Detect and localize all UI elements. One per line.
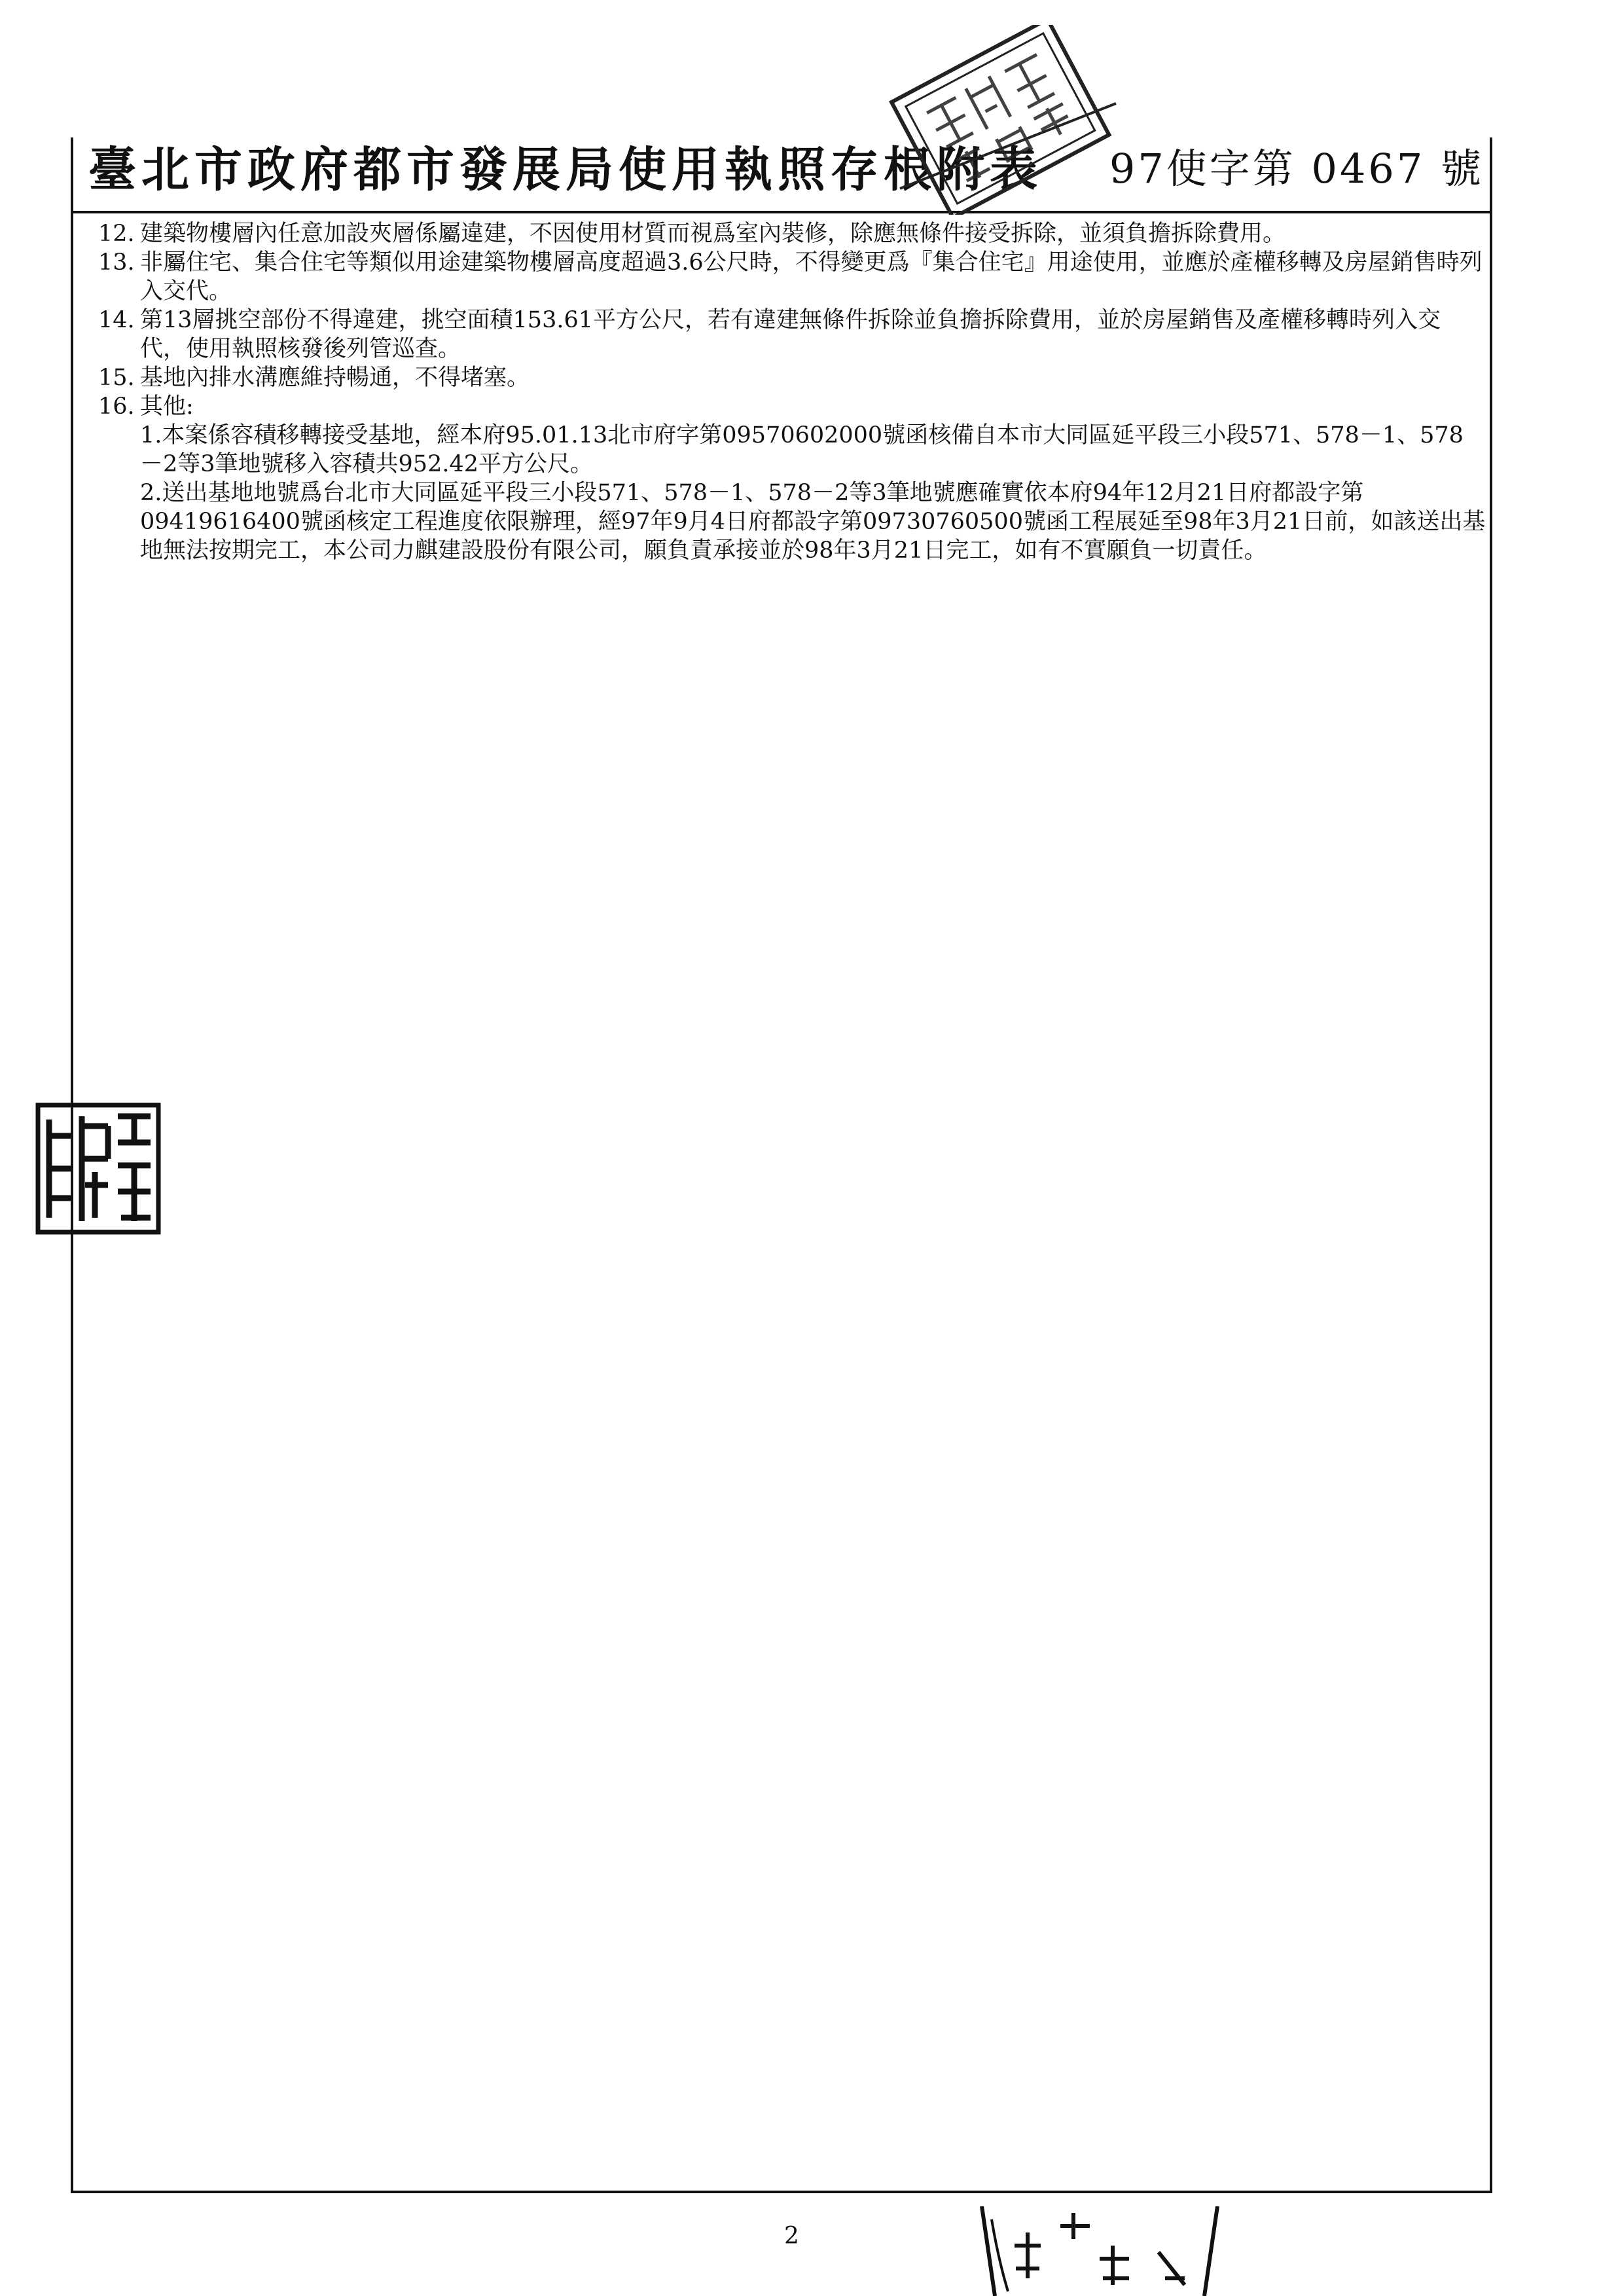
clause-number: 12.: [98, 221, 135, 247]
clause-text: 第13層挑空部份不得違建，挑空面積153.61平方公尺，若有違建無條件拆除並負擔拆除費用，並於房屋銷售及產權移轉時列入交代，使用執照核發後列管巡查。: [140, 307, 1441, 362]
clause-item: [98, 392, 1486, 421]
seal-stamp-left-icon: [33, 1100, 164, 1237]
clause-text: 非屬住宅、集合住宅等類似用途建築物樓層高度超過3.6公尺時，不得變更爲『集合住宅』用途使用，並應於產權移轉及房屋銷售時列入交代。: [140, 249, 1483, 304]
clause-text: 其他:: [140, 393, 194, 420]
clause-number: 16.: [98, 393, 135, 420]
document-title: 臺北市政府都市發展局使用執照存根附表: [88, 141, 1043, 198]
seal-stamp-bottom-icon: [969, 2206, 1231, 2296]
clause-item: [98, 363, 1486, 392]
other-item: 1.本案係容積移轉接受基地，經本府95.01.13北市府字第09570602000號函核備自本市大同區延平段三小段571、578－1、578－2等3筆地號移入容積共952.42平方公尺。: [140, 422, 1464, 477]
clause-item: [98, 306, 1486, 363]
document-number: 97使字第 0467 號: [1109, 145, 1484, 192]
clause-list: [98, 219, 1486, 565]
clause-number: 15.: [98, 365, 135, 391]
clause-number: 14.: [98, 307, 135, 333]
page-number: 2: [784, 2223, 799, 2250]
clause-number: 13.: [98, 249, 135, 276]
clause-text: 建築物樓層內任意加設夾層係屬違建，不因使用材質而視爲室內裝修，除應無條件接受拆除，並須負擔拆除費用。: [140, 221, 1286, 247]
clause-item: [98, 219, 1486, 248]
clause-item: [98, 248, 1486, 306]
seal-stamp-top-icon: [880, 25, 1129, 215]
other-item: 2.送出基地地號爲台北市大同區延平段三小段571、578－1、578－2等3筆地號應確實依本府94年12月21日府都設字第09419616400號函核定工程進度依限辦理，經97年9月4日府都設字第09730760500號函工程展延至98年3月21日前，如該送出基地無法按期完工，本公司力麒建設股份有限公司，願負責承接並於98年3月21日完工，如有不實願負一切責任。: [140, 480, 1486, 564]
header-rule: [71, 211, 1492, 213]
clause-text: 基地內排水溝應維持暢通，不得堵塞。: [140, 365, 530, 391]
